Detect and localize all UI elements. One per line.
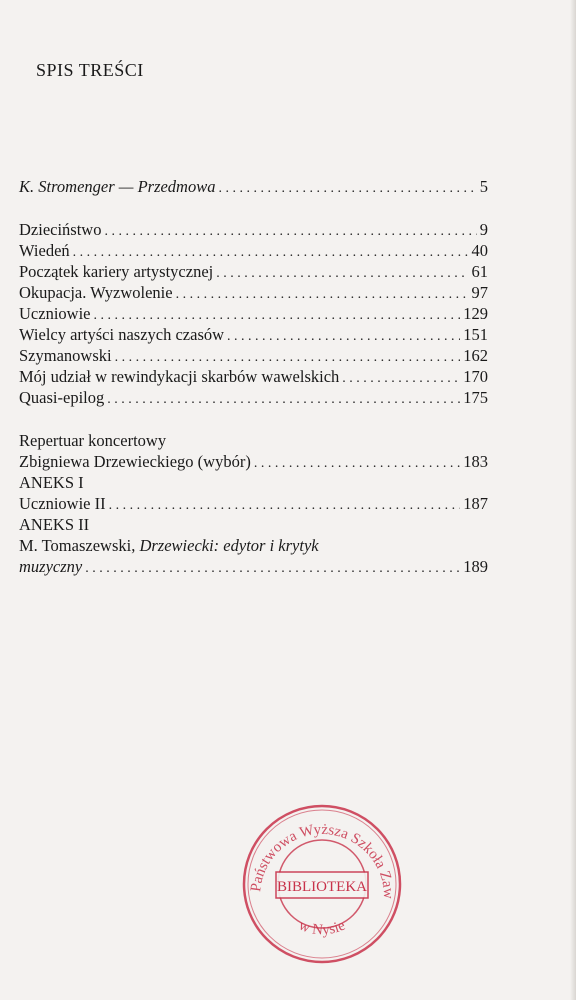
toc-entry-page: 162 bbox=[463, 346, 488, 365]
toc-entry-page: 129 bbox=[463, 304, 488, 323]
library-stamp bbox=[238, 800, 406, 968]
toc-entry-title: Początek kariery artystycznej bbox=[19, 262, 214, 281]
stamp-center-text: BIBLIOTEKA bbox=[277, 879, 367, 895]
appendix-group bbox=[19, 430, 488, 577]
leader-dots bbox=[73, 242, 469, 263]
toc-entry[interactable] bbox=[19, 261, 488, 282]
preface-title: Przedmowa bbox=[137, 177, 216, 196]
leader-dots bbox=[216, 263, 468, 284]
toc-entry[interactable] bbox=[19, 366, 488, 387]
toc-entry[interactable] bbox=[19, 303, 488, 324]
toc-entry-title: Dzieciństwo bbox=[19, 220, 102, 239]
toc-entry-title: Wielcy artyści naszych czasów bbox=[19, 325, 225, 344]
toc-entry-title: Wiedeń bbox=[19, 241, 70, 260]
toc-entry-page: 5 bbox=[479, 177, 488, 196]
toc-entry-title: muzyczny bbox=[19, 557, 83, 576]
library-stamp-graphic bbox=[238, 800, 406, 968]
annex-label: ANEKS II bbox=[19, 515, 90, 534]
leader-dots bbox=[85, 558, 460, 579]
leader-dots bbox=[104, 221, 476, 242]
toc-entry-title: Zbigniewa Drzewieckiego (wybór) bbox=[19, 452, 251, 471]
leader-dots bbox=[227, 326, 460, 347]
annex-label: ANEKS I bbox=[19, 473, 84, 492]
toc-entry-title: Uczniowie II bbox=[19, 494, 106, 513]
preface-dash: — bbox=[114, 177, 138, 196]
toc-entry-title: Okupacja. Wyzwolenie bbox=[19, 283, 173, 302]
preface-author: K. Stromenger bbox=[19, 177, 115, 196]
annex2-author: M. Tomaszewski, bbox=[19, 536, 140, 555]
toc-entry-page: 170 bbox=[463, 367, 488, 386]
leader-dots bbox=[254, 453, 460, 474]
toc-entry-annex2[interactable] bbox=[19, 556, 488, 577]
preface-group bbox=[19, 176, 488, 197]
toc-entry-repertoire[interactable] bbox=[19, 451, 488, 472]
chapters-group bbox=[19, 219, 488, 408]
leader-dots bbox=[176, 284, 469, 305]
stamp-ring-text: Państwowa Wyższa Szkoła Zaw bbox=[248, 821, 397, 900]
leader-dots bbox=[109, 495, 461, 516]
toc-entry[interactable] bbox=[19, 282, 488, 303]
toc-entry-page: 175 bbox=[463, 388, 488, 407]
toc-entry-page: 189 bbox=[463, 557, 488, 576]
page-title: SPIS TREŚCI bbox=[36, 60, 144, 80]
toc-entry[interactable] bbox=[19, 324, 488, 345]
toc-entry[interactable] bbox=[19, 219, 488, 240]
toc-entry-title: Mój udział w rewindykacji skarbów wawelskich bbox=[19, 367, 340, 386]
stamp-bottom-text: w Nysie bbox=[296, 917, 348, 939]
toc-entry-title bbox=[19, 176, 215, 197]
page-edge bbox=[570, 0, 576, 1000]
toc-entry-page: 9 bbox=[479, 220, 488, 239]
toc-entry-title: Szymanowski bbox=[19, 346, 112, 365]
toc-entry-page: 61 bbox=[471, 262, 488, 281]
toc-entry-title: Quasi-epilog bbox=[19, 388, 105, 407]
annex2-title: Drzewiecki: edytor i krytyk bbox=[139, 536, 319, 555]
repertoire-line: Repertuar koncertowy bbox=[19, 431, 167, 450]
annex2-title-line bbox=[19, 535, 488, 556]
toc-entry-page: 40 bbox=[471, 241, 488, 260]
toc-entry-page: 187 bbox=[463, 494, 488, 513]
leader-dots bbox=[115, 347, 461, 368]
toc-entry[interactable] bbox=[19, 240, 488, 261]
toc-entry[interactable] bbox=[19, 345, 488, 366]
toc-entry-page: 183 bbox=[463, 452, 488, 471]
leader-dots bbox=[107, 389, 460, 410]
toc-entry-page: 97 bbox=[471, 283, 488, 302]
toc-entry-title: Uczniowie bbox=[19, 304, 91, 323]
table-of-contents bbox=[19, 176, 488, 599]
leader-dots bbox=[218, 178, 476, 199]
leader-dots bbox=[93, 305, 460, 326]
leader-dots bbox=[342, 368, 460, 389]
toc-entry[interactable] bbox=[19, 387, 488, 408]
toc-entry-page: 151 bbox=[463, 325, 488, 344]
toc-entry-annex1[interactable] bbox=[19, 493, 488, 514]
toc-entry-preface[interactable] bbox=[19, 176, 488, 197]
